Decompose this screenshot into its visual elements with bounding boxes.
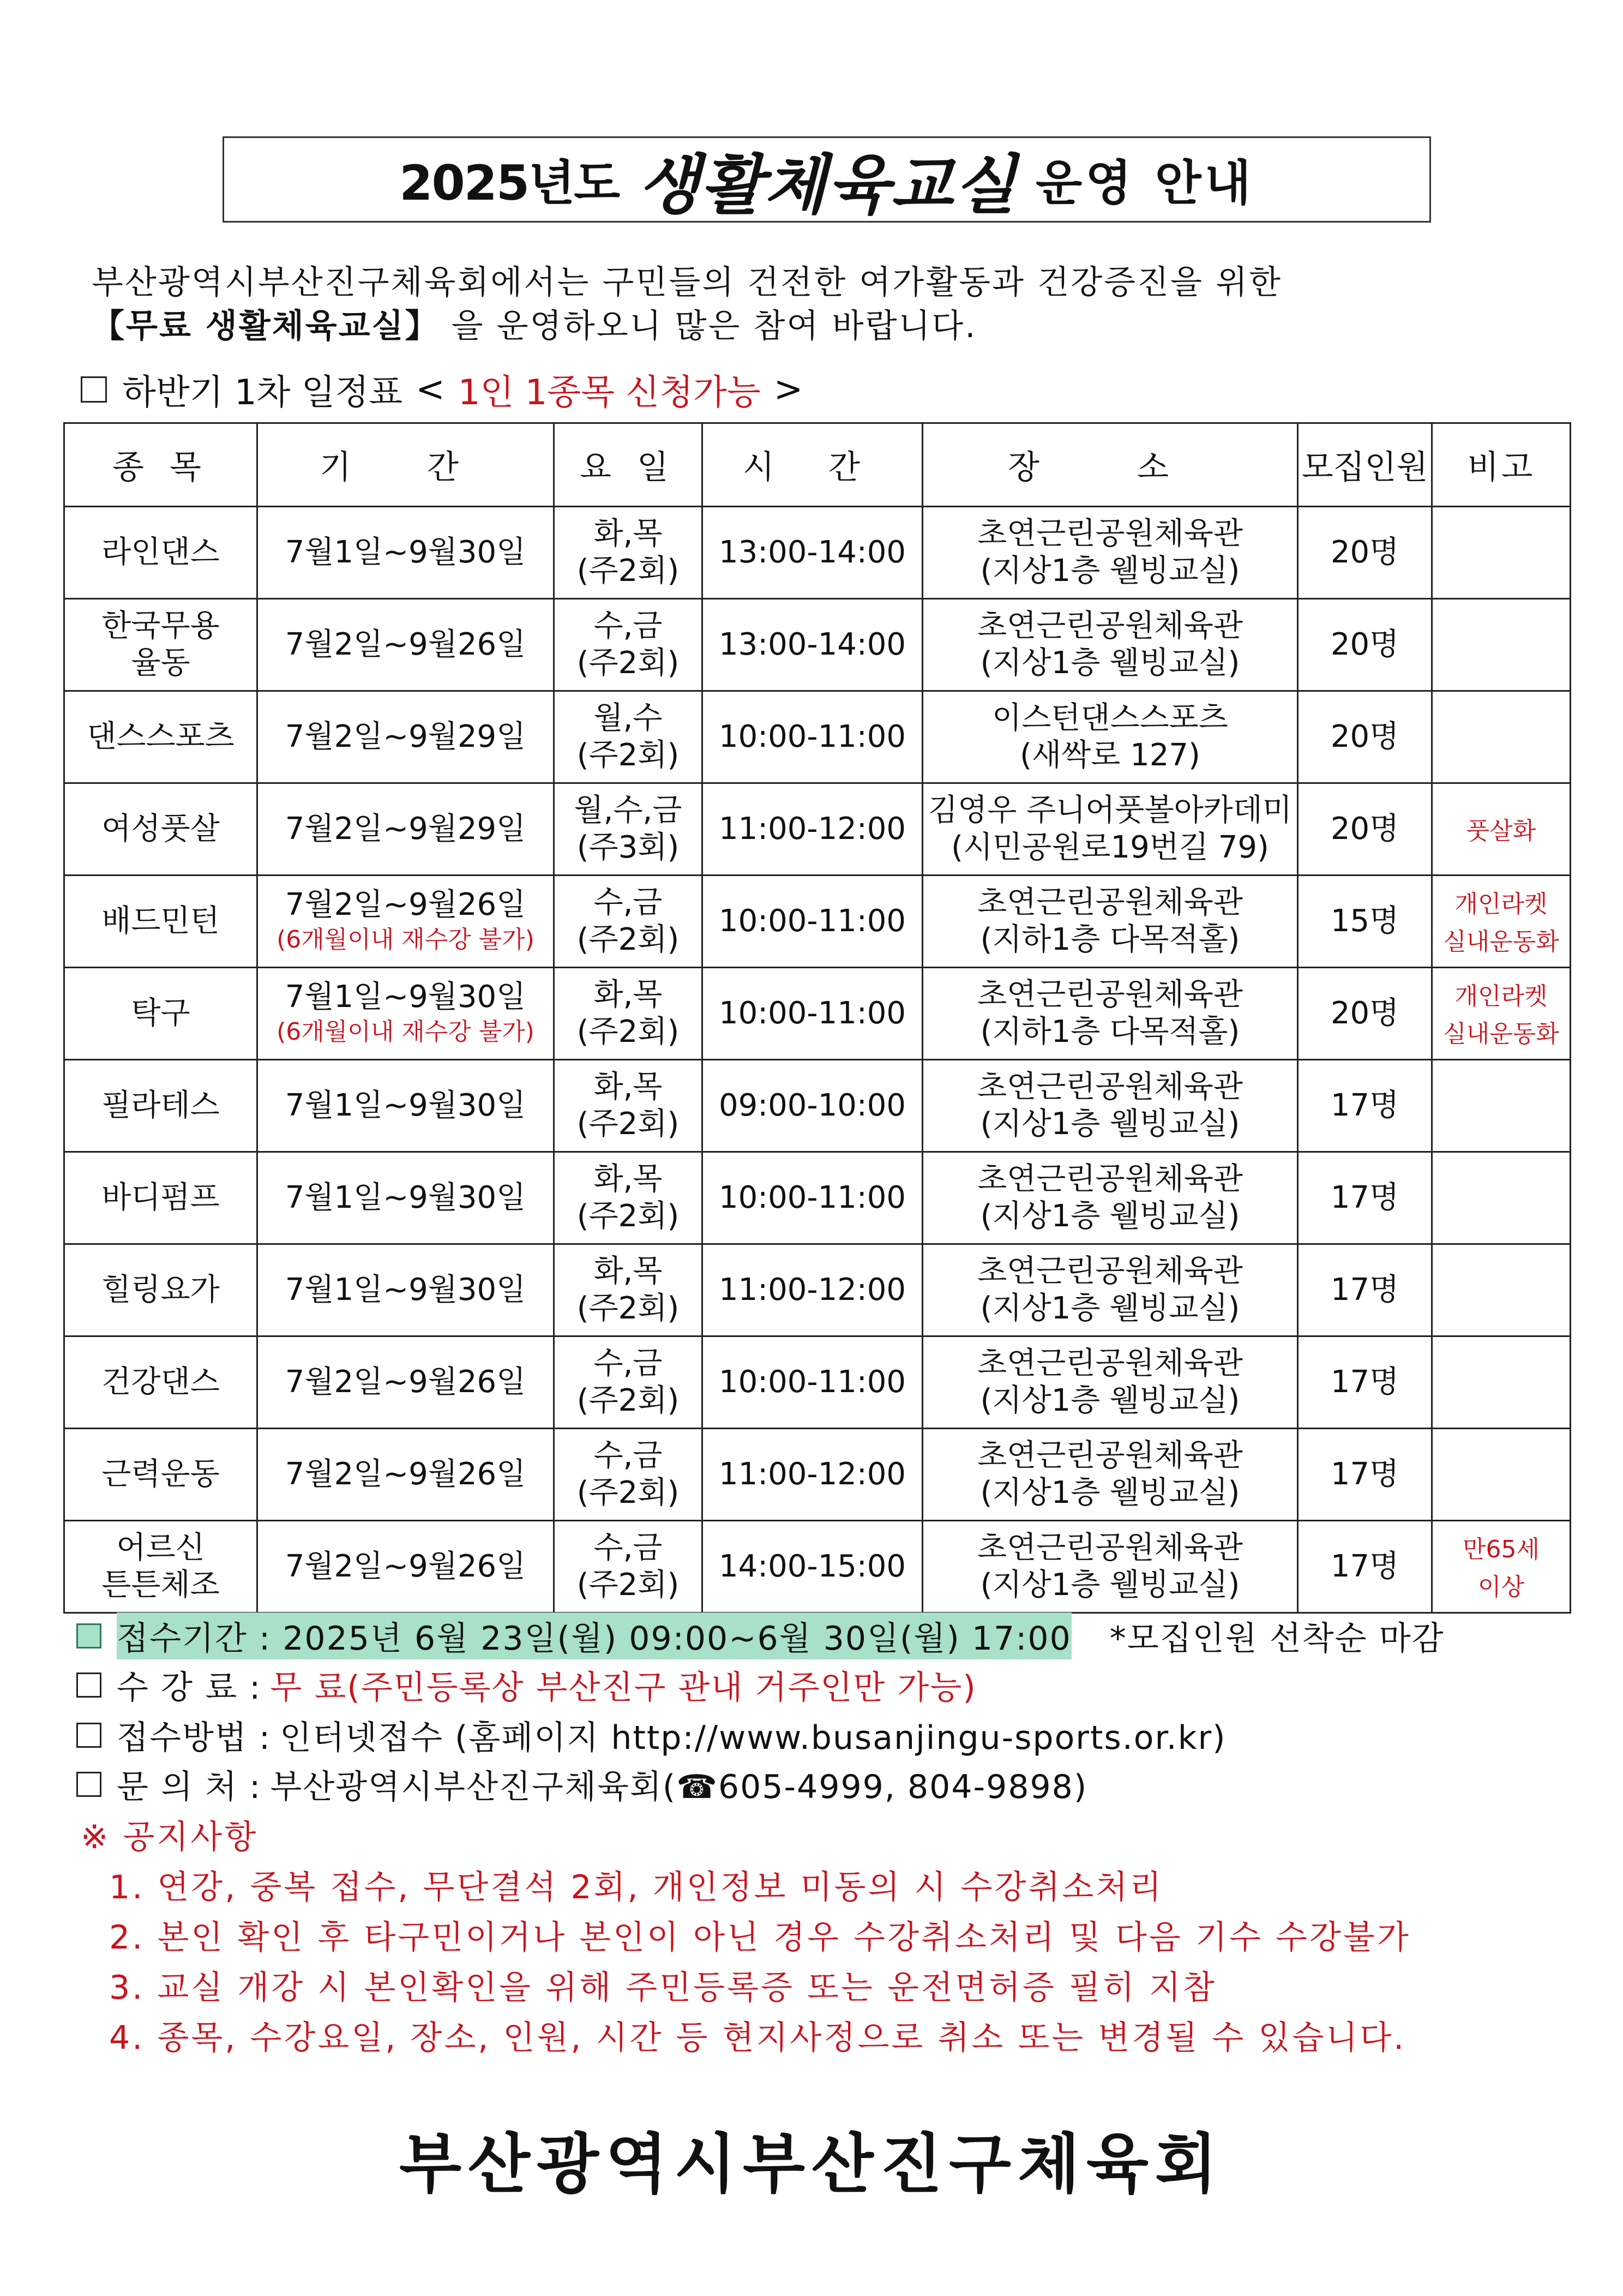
- checkbox-icon: [76, 1723, 101, 1748]
- table-row: [64, 1336, 1571, 1429]
- cell-sport: [64, 1244, 257, 1336]
- table-row: [64, 1152, 1571, 1244]
- cell-capacity: [1298, 1429, 1432, 1521]
- cell-days: [554, 1152, 702, 1244]
- time: 11:00-12:00: [719, 1456, 906, 1492]
- cell-period: [257, 968, 554, 1060]
- cell-capacity: [1298, 1244, 1432, 1336]
- registration-note: *모집인원 선착순 마감: [1109, 1620, 1445, 1658]
- intro-rest: 을 운영하오니 많은 참여 바랍니다.: [451, 307, 977, 345]
- cell-period: [257, 507, 554, 599]
- cell-capacity: [1298, 507, 1432, 599]
- period-dates: 7월1일~9월30일: [285, 1272, 526, 1308]
- cell-period: [257, 1244, 554, 1336]
- sport-name: 탁구: [131, 996, 190, 1031]
- contact-value: 부산광역시부산진구체육회(☎605-4999, 804-9898): [270, 1768, 1088, 1806]
- frequency: (주2회): [576, 1198, 680, 1234]
- period-dates: 7월2일~9월29일: [285, 719, 526, 754]
- cell-place: [923, 1060, 1298, 1152]
- time: 10:00-11:00: [719, 996, 906, 1031]
- cell-days: [554, 599, 702, 691]
- remark: 개인라켓 실내운동화: [1443, 982, 1559, 1048]
- period-dates: 7월1일~9월30일: [285, 535, 526, 570]
- place-detail: (지상1층 웰빙교실): [980, 645, 1240, 681]
- header-period: 기 간: [257, 423, 554, 507]
- frequency: (주2회): [576, 738, 680, 773]
- contact-row: [76, 1761, 1087, 1808]
- place: 초연근린공원체육관: [977, 1346, 1243, 1381]
- place: 초연근린공원체육관: [977, 885, 1243, 920]
- table-row: [64, 1060, 1571, 1152]
- header-sport: 종 목: [64, 423, 257, 507]
- cell-period: [257, 599, 554, 691]
- sport-name: 건강댄스: [101, 1364, 220, 1400]
- sport-name: 한국무용 율동: [101, 608, 220, 681]
- remark: 개인라켓 실내운동화: [1443, 890, 1559, 956]
- cell-time: [702, 1429, 923, 1521]
- cell-time: [702, 1060, 923, 1152]
- place: 초연근린공원체육관: [977, 1438, 1243, 1473]
- days: 수,금: [593, 1438, 663, 1473]
- table-row: [64, 783, 1571, 876]
- frequency: (주2회): [576, 922, 680, 957]
- cell-time: [702, 599, 923, 691]
- place: 초연근린공원체육관: [977, 1530, 1243, 1566]
- time: 14:00-15:00: [719, 1549, 906, 1584]
- cell-sport: [64, 1152, 257, 1244]
- title-tail: 운영 안내: [1036, 155, 1254, 211]
- remark: 풋살화: [1466, 817, 1536, 845]
- fee-label: 수 강 료 :: [117, 1669, 262, 1707]
- capacity: 15명: [1330, 903, 1399, 939]
- time: 10:00-11:00: [719, 719, 906, 754]
- time: 11:00-12:00: [719, 1272, 906, 1308]
- place: 초연근린공원체육관: [977, 1161, 1243, 1197]
- cell-remark: [1432, 1521, 1571, 1613]
- place-detail: (새싹로 127): [1020, 738, 1200, 773]
- sport-name: 라인댄스: [101, 535, 220, 570]
- days: 화,목: [593, 977, 663, 1012]
- cell-remark: [1432, 783, 1571, 876]
- cell-period: [257, 1060, 554, 1152]
- days: 월,수: [593, 700, 663, 736]
- place: 김영우 주니어풋볼아카데미: [928, 793, 1292, 828]
- cell-place: [923, 876, 1298, 968]
- table-row: [64, 691, 1571, 783]
- registration-period-value: 2025년 6월 23일(월) 09:00~6월 30일(월) 17:00: [282, 1620, 1072, 1658]
- cell-place: [923, 1244, 1298, 1336]
- cell-time: [702, 507, 923, 599]
- cell-place: [923, 507, 1298, 599]
- schedule-heading: [81, 364, 803, 415]
- capacity: 17명: [1330, 1549, 1399, 1584]
- cell-place: [923, 1429, 1298, 1521]
- frequency: (주3회): [576, 830, 680, 865]
- cell-place: [923, 968, 1298, 1060]
- cell-remark: [1432, 1336, 1571, 1429]
- cell-sport: [64, 507, 257, 599]
- table-row: [64, 507, 1571, 599]
- schedule-heading-note: 1인 1종목 신청가능: [458, 373, 761, 413]
- cell-days: [554, 691, 702, 783]
- frequency: (주2회): [576, 1291, 680, 1326]
- registration-period-label: 접수기간 :: [117, 1620, 272, 1658]
- sport-name: 바디펌프: [101, 1180, 220, 1215]
- title-box: [223, 136, 1431, 223]
- table-row: [64, 599, 1571, 691]
- frequency: (주2회): [576, 1567, 680, 1603]
- header-capacity: 모집인원: [1298, 423, 1432, 507]
- place-detail: (지상1층 웰빙교실): [980, 553, 1240, 589]
- frequency: (주2회): [576, 1383, 680, 1418]
- cell-time: [702, 1336, 923, 1429]
- cell-capacity: [1298, 1060, 1432, 1152]
- cell-period: [257, 1429, 554, 1521]
- cell-sport: [64, 783, 257, 876]
- place: 초연근린공원체육관: [977, 977, 1243, 1012]
- cell-sport: [64, 1429, 257, 1521]
- cell-capacity: [1298, 783, 1432, 876]
- checkbox-icon: [81, 376, 107, 403]
- days: 화,목: [593, 516, 663, 551]
- place: 이스턴댄스스포츠: [992, 700, 1228, 736]
- method-value: 인터넷접수 (홈페이지 http://www.busanjingu-sports.or.kr): [280, 1719, 1227, 1757]
- cell-days: [554, 783, 702, 876]
- cell-time: [702, 691, 923, 783]
- frequency: (주2회): [576, 645, 680, 681]
- table-row: [64, 1521, 1571, 1613]
- days: 수,금: [593, 1530, 663, 1566]
- header-time: 시 간: [702, 423, 923, 507]
- registration-period: [117, 1612, 1072, 1659]
- cell-time: [702, 1244, 923, 1336]
- cell-sport: [64, 599, 257, 691]
- table-row: [64, 876, 1571, 968]
- capacity: 20명: [1330, 996, 1399, 1031]
- table-row: [64, 968, 1571, 1060]
- fee-value: 무 료(주민등록상 부산진구 관내 거주인만 가능): [270, 1669, 977, 1707]
- angle-open: <: [416, 369, 445, 410]
- time: 09:00-10:00: [719, 1088, 906, 1123]
- cell-capacity: [1298, 876, 1432, 968]
- days: 화,목: [593, 1161, 663, 1197]
- cell-place: [923, 1336, 1298, 1429]
- capacity: 20명: [1330, 627, 1399, 662]
- sport-name: 어르신 튼튼체조: [101, 1530, 220, 1603]
- notice-item: 2. 본인 확인 후 타구민이거나 본인이 아닌 경우 수강취소처리 및 다음 기수 수강불가: [109, 1919, 1411, 1957]
- capacity: 17명: [1330, 1180, 1399, 1215]
- cell-time: [702, 1521, 923, 1613]
- frequency: (주2회): [576, 1014, 680, 1050]
- cell-period: [257, 691, 554, 783]
- cell-sport: [64, 1336, 257, 1429]
- cell-days: [554, 1336, 702, 1429]
- contact-label: 문 의 처 :: [117, 1768, 262, 1806]
- place-detail: (지상1층 웰빙교실): [980, 1106, 1240, 1142]
- cell-capacity: [1298, 691, 1432, 783]
- capacity: 20명: [1330, 719, 1399, 754]
- header-place: 장 소: [923, 423, 1298, 507]
- time: 10:00-11:00: [719, 1180, 906, 1215]
- cell-capacity: [1298, 1152, 1432, 1244]
- notice-item: 3. 교실 개강 시 본인확인을 위해 주민등록증 또는 운전면허증 필히 지참: [109, 1969, 1217, 2007]
- cell-period: [257, 783, 554, 876]
- time: 10:00-11:00: [719, 1364, 906, 1400]
- cell-capacity: [1298, 1521, 1432, 1613]
- cell-remark: [1432, 1060, 1571, 1152]
- cell-days: [554, 968, 702, 1060]
- days: 월,수,금: [574, 793, 682, 828]
- cell-time: [702, 783, 923, 876]
- place: 초연근린공원체육관: [977, 516, 1243, 551]
- cell-sport: [64, 968, 257, 1060]
- cell-period: [257, 1336, 554, 1429]
- cell-period: [257, 1521, 554, 1613]
- table-row: [64, 1244, 1571, 1336]
- place: 초연근린공원체육관: [977, 1254, 1243, 1289]
- cell-sport: [64, 876, 257, 968]
- cell-remark: [1432, 968, 1571, 1060]
- cell-place: [923, 691, 1298, 783]
- frequency: (주2회): [576, 1475, 680, 1510]
- period-dates: 7월1일~9월30일: [285, 979, 526, 1015]
- intro-line-2: [92, 300, 977, 347]
- capacity: 20명: [1330, 811, 1399, 847]
- sport-name: 근력운동: [101, 1456, 220, 1492]
- cell-period: [257, 876, 554, 968]
- time: 13:00-14:00: [719, 627, 906, 662]
- cell-capacity: [1298, 968, 1432, 1060]
- cell-remark: [1432, 876, 1571, 968]
- frequency: (주2회): [576, 553, 680, 589]
- period-dates: 7월2일~9월26일: [285, 627, 526, 662]
- capacity: 20명: [1330, 535, 1399, 570]
- cell-days: [554, 876, 702, 968]
- cell-capacity: [1298, 599, 1432, 691]
- cell-days: [554, 507, 702, 599]
- period-dates: 7월2일~9월26일: [285, 1364, 526, 1400]
- period-dates: 7월2일~9월26일: [285, 1456, 526, 1492]
- place-detail: (지상1층 웰빙교실): [980, 1475, 1240, 1510]
- capacity: 17명: [1330, 1088, 1399, 1123]
- angle-close: >: [773, 369, 803, 410]
- title-year: 2025년도: [399, 155, 620, 211]
- method-row: [76, 1712, 1227, 1759]
- period-dates: 7월2일~9월26일: [285, 887, 526, 922]
- schedule-heading-text: 하반기 1차 일정표: [122, 373, 403, 413]
- period-dates: 7월1일~9월30일: [285, 1180, 526, 1215]
- header-days: 요 일: [554, 423, 702, 507]
- cell-remark: [1432, 507, 1571, 599]
- time: 13:00-14:00: [719, 535, 906, 570]
- capacity: 17명: [1330, 1272, 1399, 1308]
- days: 화,목: [593, 1254, 663, 1289]
- cell-time: [702, 876, 923, 968]
- remark: 만65세 이상: [1463, 1536, 1540, 1601]
- place: 초연근린공원체육관: [977, 1069, 1243, 1105]
- cell-remark: [1432, 599, 1571, 691]
- footer-organization: 부산광역시부산진구체육회: [399, 2126, 1224, 2202]
- cell-time: [702, 968, 923, 1060]
- cell-place: [923, 1521, 1298, 1613]
- intro-line-1: 부산광역시부산진구체육회에서는 구민들의 건전한 여가활동과 건강증진을 위한: [92, 263, 1282, 302]
- cell-days: [554, 1060, 702, 1152]
- cell-place: [923, 783, 1298, 876]
- sport-name: 배드민턴: [101, 903, 220, 939]
- table-row: [64, 1429, 1571, 1521]
- capacity: 17명: [1330, 1456, 1399, 1492]
- days: 수,금: [593, 1346, 663, 1381]
- sport-name: 힐링요가: [101, 1272, 220, 1308]
- notice-heading: ※ 공지사항: [81, 1818, 259, 1856]
- time: 10:00-11:00: [719, 903, 906, 939]
- place-detail: (지상1층 웰빙교실): [980, 1383, 1240, 1418]
- cell-remark: [1432, 691, 1571, 783]
- place-detail: (지하1층 다목적홀): [980, 922, 1240, 957]
- place-detail: (시민공원로19번길 79): [951, 830, 1269, 865]
- notice-item: 1. 연강, 중복 접수, 무단결석 2회, 개인정보 미동의 시 수강취소처리: [109, 1868, 1164, 1907]
- notice-item: 4. 종목, 수강요일, 장소, 인원, 시간 등 현지사정으로 취소 또는 변경될 수 있습니다.: [109, 2019, 1406, 2057]
- period-dates: 7월2일~9월29일: [285, 811, 526, 847]
- schedule-table: [63, 422, 1571, 1614]
- place-detail: (지상1층 웰빙교실): [980, 1567, 1240, 1603]
- period-note: (6개월이내 재수강 불가): [276, 1018, 534, 1046]
- cell-sport: [64, 1060, 257, 1152]
- days: 수,금: [593, 608, 663, 644]
- days: 화,목: [593, 1069, 663, 1105]
- cell-days: [554, 1244, 702, 1336]
- cell-place: [923, 1152, 1298, 1244]
- place-detail: (지상1층 웰빙교실): [980, 1291, 1240, 1326]
- time: 11:00-12:00: [719, 811, 906, 847]
- cell-days: [554, 1429, 702, 1521]
- header-remark: 비고: [1432, 423, 1571, 507]
- period-dates: 7월1일~9월30일: [285, 1088, 526, 1123]
- checkbox-icon: [76, 1672, 101, 1698]
- cell-remark: [1432, 1429, 1571, 1521]
- checkbox-icon: [76, 1772, 101, 1797]
- cell-remark: [1432, 1244, 1571, 1336]
- period-dates: 7월2일~9월26일: [285, 1549, 526, 1584]
- method-label: 접수방법 :: [117, 1719, 272, 1757]
- capacity: 17명: [1330, 1364, 1399, 1400]
- registration-period-row: [76, 1612, 1445, 1659]
- cell-place: [923, 599, 1298, 691]
- table-header-row: [64, 423, 1571, 507]
- sport-name: 필라테스: [101, 1088, 220, 1123]
- title-emphasis: 생활체육교실: [638, 147, 1018, 223]
- fee-row: [76, 1662, 977, 1708]
- cell-sport: [64, 1521, 257, 1613]
- cell-time: [702, 1152, 923, 1244]
- cell-period: [257, 1152, 554, 1244]
- period-note: (6개월이내 재수강 불가): [276, 926, 534, 954]
- frequency: (주2회): [576, 1106, 680, 1142]
- sport-name: 여성풋살: [101, 811, 220, 847]
- cell-sport: [64, 691, 257, 783]
- sport-name: 댄스스포츠: [87, 719, 235, 754]
- cell-capacity: [1298, 1336, 1432, 1429]
- cell-days: [554, 1521, 702, 1613]
- place-detail: (지하1층 다목적홀): [980, 1014, 1240, 1050]
- intro-bold: 【무료 생활체육교실】: [92, 307, 440, 345]
- place-detail: (지상1층 웰빙교실): [980, 1198, 1240, 1234]
- checkbox-icon: [76, 1623, 101, 1648]
- place: 초연근린공원체육관: [977, 608, 1243, 644]
- cell-remark: [1432, 1152, 1571, 1244]
- days: 수,금: [593, 885, 663, 920]
